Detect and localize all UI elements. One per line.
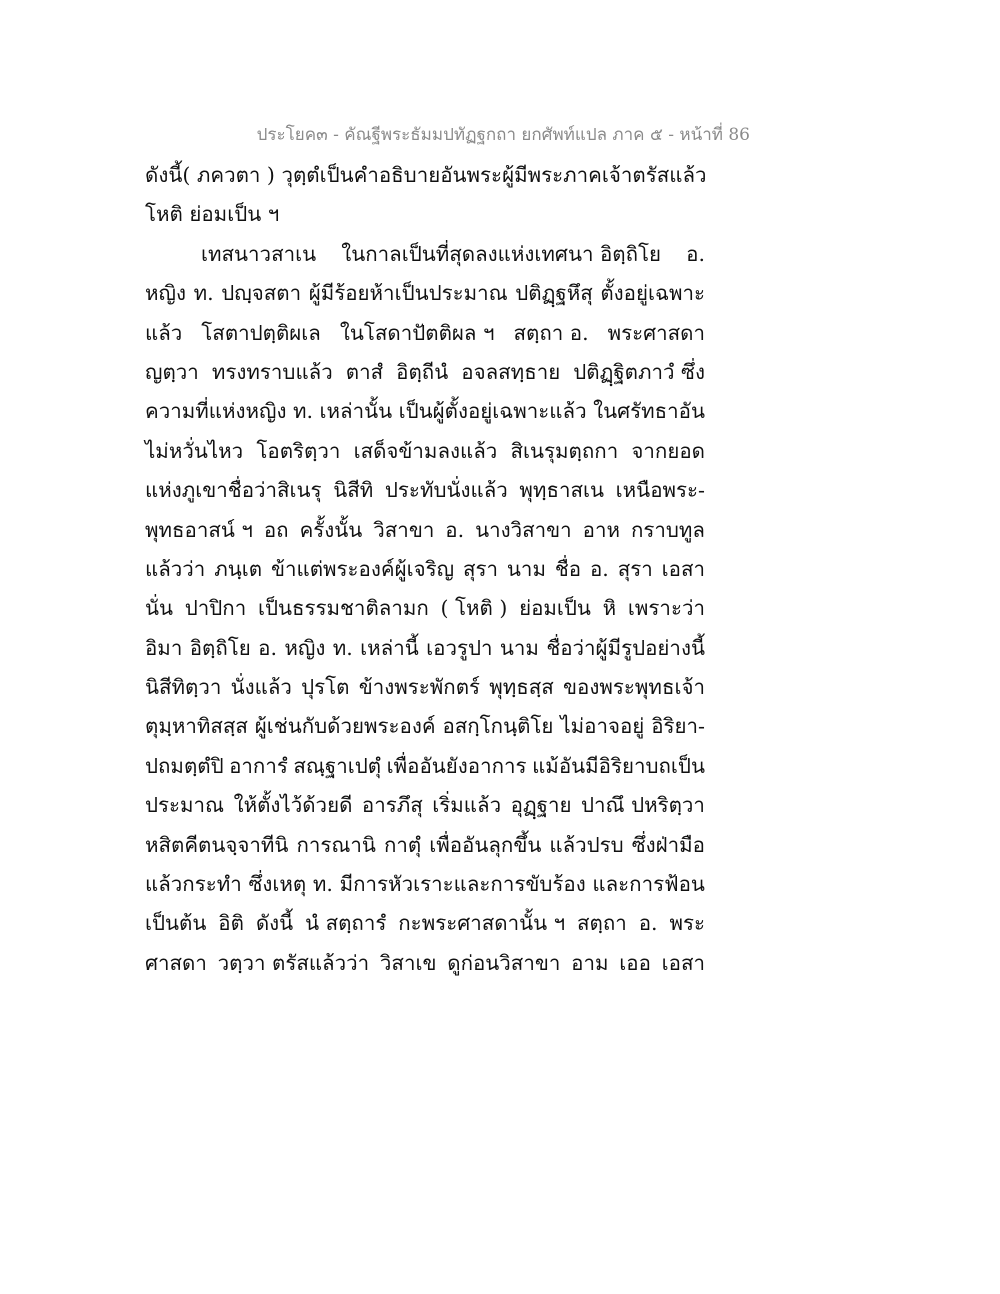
text-line [145,274,705,313]
word-segment: อารภึสุ [361,793,423,818]
word-segment: อ. [686,241,705,266]
word-segment: เป็นต้น [145,911,207,936]
word-segment: เหนือพระ- [615,478,705,503]
word-segment: นาม [506,556,546,581]
word-segment: พุทธอาสน์ ฯ [145,517,253,542]
word-segment: นิสีทิ [333,478,374,503]
word-segment: ภนฺเต [214,556,263,581]
word-segment: นั่น [145,596,174,621]
word-segment: ย่อมเป็น [519,596,591,621]
word-segment: ตาสํ [345,359,384,384]
word-segment: จากยอด [631,438,705,463]
word-segment: นาม [499,635,539,660]
word-segment: หญิง [284,635,326,660]
word-segment: ศาสดา [145,950,207,975]
text-line [145,629,705,668]
word-segment: นั่งแล้ว [230,675,292,700]
body-text [145,156,705,983]
word-segment: สตฺถา [577,911,627,936]
text-line [145,511,705,550]
word-segment: สุรา [617,556,653,581]
word-segment: วิสาขา [373,517,435,542]
word-segment: เริ่มแล้ว [432,793,502,818]
word-segment: ปถมตฺตํปิ [145,753,224,778]
word-segment: เหล่านั้น [319,399,393,424]
word-segment: ในกาลเป็นที่สุดลงแห่งเทศนา อิตฺถิโย [341,241,662,266]
word-segment: กราบทูล [630,517,705,542]
word-segment: ชื่อ [554,556,582,581]
word-segment: ข้างพระพักตร์ [358,675,481,700]
text-line [145,786,705,825]
word-segment: เอสา [661,556,705,581]
word-segment: อ. [589,556,609,581]
word-segment: ประมาณ [145,793,225,818]
word-segment: มีการหัวเราะและการขับร้อง [339,872,586,897]
word-segment: สตฺถา อ. [513,320,589,345]
word-segment: อุฏฺฐาย [510,793,572,818]
text-line [145,550,705,589]
text-line [145,432,705,471]
word-segment: ประทับนั่งแล้ว [384,478,508,503]
word-segment: และการฟ้อน [592,872,705,897]
word-segment: ( โหติ ) [440,596,508,621]
word-segment: พระ [669,911,705,936]
word-segment: ครั้งนั้น [299,517,363,542]
word-segment: เพื่ออันยังอาการ [386,753,527,778]
word-segment: เพราะว่า [627,596,705,621]
word-segment: แล้วว่า [145,556,206,581]
text-line [145,826,705,865]
word-segment: ปาณึ ปหริตฺวา [581,793,705,818]
word-segment: หสิตคีตนจฺจาทีนิ [145,832,289,857]
word-segment: อิมา [145,635,183,660]
word-segment: แล้ว [145,320,183,345]
word-segment: ความที่แห่งหญิง [145,399,287,424]
text-line [145,944,705,983]
word-segment: กะพระศาสดานั้น ฯ [398,911,566,936]
word-segment: ข้าแต่พระองค์ผู้เจริญ [270,556,455,581]
word-segment: เสด็จข้ามลงแล้ว [353,438,498,463]
word-segment: สณฺฐาเปตุํ [293,753,382,778]
word-segment: เป็นผู้ตั้งอยู่เฉพาะแล้ว [398,399,587,424]
word-segment: ตุมฺหาทิสสฺส [145,714,248,739]
word-segment: ในโสดาปัตติผล ฯ [339,320,495,345]
word-segment: อาม [571,950,609,975]
word-segment: เอวรูปา [426,635,493,660]
text-line [145,156,705,195]
word-segment: วิสาเข [379,950,437,975]
word-segment: อิตฺถีนํ [396,359,449,384]
word-segment: สิเนรุมตฺถกา [510,438,619,463]
word-segment: ชื่อว่าผู้มีรูปอย่างนี้ [546,635,705,660]
word-segment: ท. [292,399,314,424]
word-segment: ปญฺจสตา [221,281,302,306]
word-segment: ผู้เช่นกับด้วยพระองค์ [254,714,436,739]
word-segment: แห่งภูเขาชื่อว่าสิเนรุ [145,478,322,503]
word-segment: ท. [312,872,333,897]
word-segment: ผู้มีร้อยห้าเป็นประมาณ [308,281,508,306]
word-segment: กาตุํ [383,832,422,857]
text-line [145,235,705,274]
word-segment: อ. [258,635,277,660]
running-header: ประโยค๓ - คัณฐีพระธัมมปทัฏฐกถา ยกศัพท์แปล ภาค ๕ - หน้าที่ 86 [256,125,750,145]
word-segment: เพื่ออันลุกขึ้น [429,832,542,857]
text-line [145,668,705,707]
word-segment: ดังนี้ [255,911,294,936]
word-segment: วตฺวา ตรัสแล้วว่า [217,950,370,975]
word-segment: หญิง [145,281,186,306]
word-segment: หิ [602,596,617,621]
word-segment: นางวิสาขา [475,517,572,542]
word-segment: เออ [619,950,651,975]
word-segment: ไม่อาจอยู่ [560,714,645,739]
text-line [145,707,705,746]
word-segment: ของพระพุทธเจ้า [563,675,705,700]
word-segment: นํ สตฺถารํ [305,911,387,936]
text-line [145,904,705,943]
word-segment: ให้ตั้งไว้ด้วยดี [233,793,353,818]
word-segment: อิติ [218,911,244,936]
word-segment: เทสนาวสาเน [201,241,317,266]
word-segment: ซึ่งเหตุ [248,872,307,897]
word-segment: การณานิ [296,832,376,857]
word-segment: ตั้งอยู่เฉพาะ [600,281,705,306]
word-segment: ปุรโต [301,675,350,700]
word-segment: ( ภควตา ) วุตฺตํ [182,163,320,187]
word-segment: ปติฏฺฐิตภาวํ ซึ่ง [573,359,705,384]
word-segment: ทรงทราบแล้ว [211,359,333,384]
word-segment: พุทฺธาสเน [519,478,605,503]
text-line [145,865,705,904]
word-segment: เอสา [661,950,705,975]
word-segment: อ. [445,517,465,542]
word-segment: ดูก่อนวิสาขา [447,950,561,975]
word-segment: โสตาปตฺติผเล [201,320,321,345]
word-segment: ปติฏฺฐหึสุ [515,281,593,306]
text-line: โหติ ย่อมเป็น ฯ [145,202,280,227]
word-segment: ซึ่งฝ่ามือ [631,832,705,857]
word-segment: ปาปิกา [184,596,247,621]
word-segment: ท. [332,635,353,660]
word-segment: อาห [582,517,620,542]
text-line [145,353,705,392]
word-segment: ดังนี้ [145,163,183,187]
word-segment: เป็นคำอธิบายอันพระผู้มีพระภาคเจ้าตรัสแล้ว [319,163,707,187]
text-line [145,589,705,628]
word-segment: ท. [193,281,214,306]
text-line [145,471,705,510]
word-segment: นิสีทิตฺวา [145,675,222,700]
word-segment: ในศรัทธาอัน [593,399,705,424]
text-line [145,392,705,431]
word-segment: อจลสทฺธาย [461,359,561,384]
word-segment: อาการํ [229,753,288,778]
word-segment: อ. [638,911,658,936]
word-segment: สุรา [462,556,499,581]
word-segment: อสกฺโกนฺติโย [442,714,554,739]
word-segment: อิตฺถิโย [189,635,251,660]
word-segment: พุทฺธสฺส [489,675,554,700]
word-segment: อิริยา- [651,714,705,739]
word-segment: แล้วกระทำ [145,872,242,897]
word-segment: โอตริตฺวา [256,438,341,463]
word-segment: แม้อันมีอิริยาบถเป็น [532,753,705,778]
word-segment: พระศาสดา [607,320,705,345]
word-segment: ญตฺวา [145,359,199,384]
word-segment: อถ [263,517,289,542]
word-segment: เหล่านี้ [360,635,419,660]
word-segment: แล้วปรบ [549,832,624,857]
word-segment: ไม่หวั่นไหว [145,438,244,463]
word-segment: เป็นธรรมชาติลามก [257,596,429,621]
text-line [145,314,705,353]
text-line [145,747,705,786]
